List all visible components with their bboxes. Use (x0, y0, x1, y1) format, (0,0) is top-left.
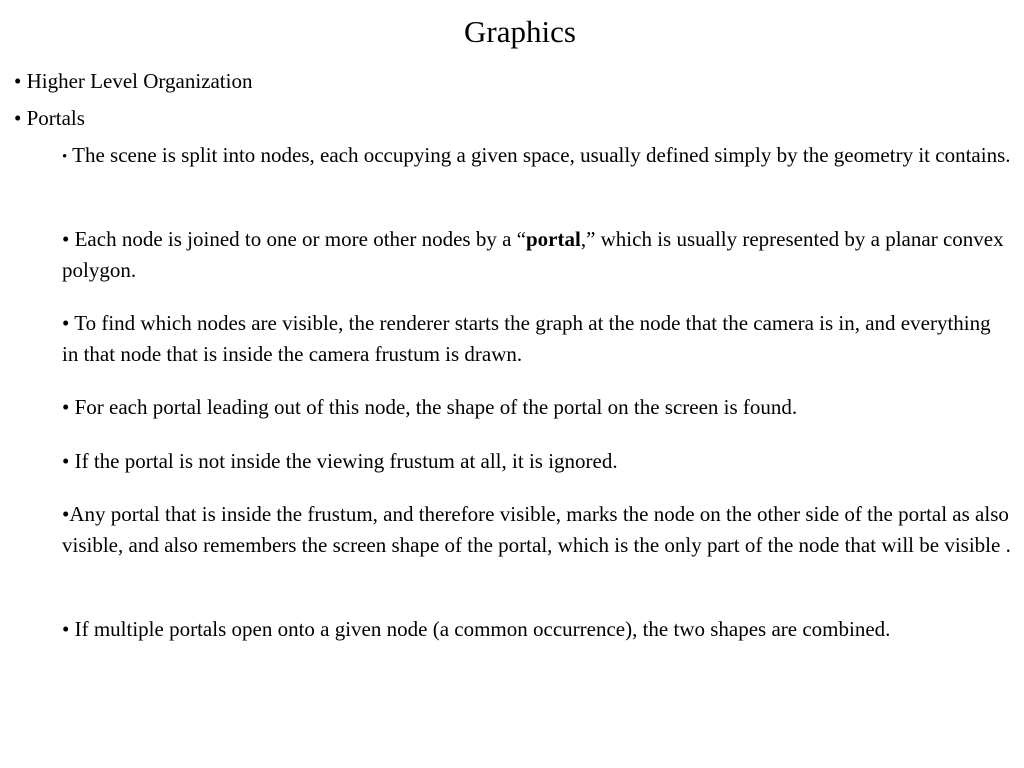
sub-bullet-portal-definition (62, 224, 1012, 285)
bullet-text: Any portal that is inside the frustum, and therefore visible, marks the node on the other side of the portal as also visible, and also remembers the screen shape of the portal, which is the only part of the node that will be visible . (62, 502, 1011, 557)
bullet-marker: • (62, 502, 70, 526)
bullet-marker: • (62, 227, 70, 251)
sub-bullet-scene-split (62, 140, 1012, 173)
bullet-marker: • (62, 311, 70, 335)
sub-bullet-multiple-portals (62, 614, 1012, 645)
bullet-marker: • (62, 617, 70, 641)
slide-title: Graphics (464, 14, 576, 49)
bullet-text: Higher Level Organization (26, 69, 253, 93)
bullet-marker: • (62, 449, 70, 473)
sub-bullet-portal-ignored (62, 446, 1012, 477)
bullet-text: For each portal leading out of this node, the shape of the portal on the screen is found. (74, 395, 798, 419)
bold-term-portal: portal (525, 227, 581, 251)
bullet-marker: • (14, 69, 22, 93)
bullet-higher-level-organization (14, 67, 252, 95)
bullet-text: The scene is split into nodes, each occupying a given space, usually defined simply by the geometry it contains. (72, 143, 1011, 167)
sub-bullet-portal-shape (62, 392, 1012, 423)
bullet-text: Each node is joined to one or more other nodes by a “ (74, 227, 526, 251)
sub-bullet-find-visible-nodes (62, 308, 1012, 369)
bullet-marker: • (62, 149, 68, 165)
sub-bullet-portal-visible (62, 499, 1012, 560)
bullet-portals (14, 104, 85, 132)
bullet-text: To find which nodes are visible, the renderer starts the graph at the node that the camera is in, and everything in that node that is inside the camera frustum is drawn. (62, 311, 991, 366)
bullet-text: If multiple portals open onto a given node (a common occurrence), the two shapes are combined. (74, 617, 891, 641)
bullet-text: If the portal is not inside the viewing frustum at all, it is ignored. (74, 449, 618, 473)
bullet-marker: • (62, 395, 70, 419)
bullet-text: Portals (26, 106, 85, 130)
bullet-marker: • (14, 106, 22, 130)
bullet-text-continued: ,” which is usually represented by a planar convex polygon. (62, 227, 1004, 282)
